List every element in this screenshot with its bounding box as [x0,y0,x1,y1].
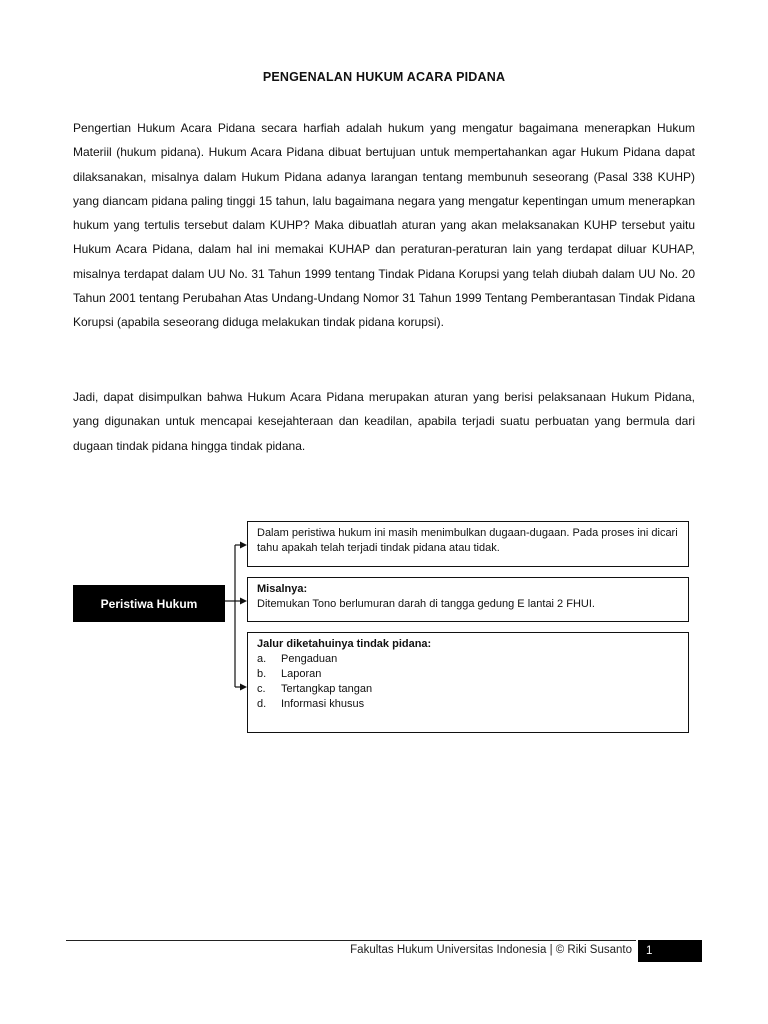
list-item-text: Laporan [281,668,322,680]
box-dugaan-text: Dalam peristiwa hukum ini masih menimbulkan dugaan-dugaan. Pada proses ini dicari tahu apakah telah terjadi tindak pidana atau tidak. [257,527,678,554]
list-item-text: Tertangkap tangan [281,683,373,695]
document-title: PENGENALAN HUKUM ACARA PIDANA [262,70,506,84]
box-jalur-heading: Jalur diketahuinya tindak pidana: [257,638,432,650]
list-marker: c. [257,683,266,695]
list-item [257,697,679,712]
peristiwa-hukum-label: Peristiwa Hukum [100,596,198,611]
list-marker: d. [257,698,267,710]
box-misalnya-heading: Misalnya: [257,583,308,595]
list-item [257,652,679,667]
arrowhead-2 [240,598,247,605]
box-dugaan [247,521,689,567]
list-item [257,682,679,697]
list-marker: b. [257,668,267,680]
footer-text: Fakultas Hukum Universitas Indonesia | © Riki Susanto [350,944,632,956]
list-item-text: Pengaduan [281,653,338,665]
list-item [257,667,679,682]
box-jalur [247,632,689,733]
footer-divider [66,940,636,941]
arrowhead-1 [240,542,247,549]
box-misalnya-text: Ditemukan Tono berlumuran darah di tangga gedung E lantai 2 FHUI. [257,598,595,610]
list-item-text: Informasi khusus [281,698,365,710]
jalur-list [257,652,679,712]
paragraph-conclusion: Jadi, dapat disimpulkan bahwa Hukum Acara Pidana merupakan aturan yang berisi pelaksanaan Hukum Pidana, yang digunakan untuk mencapai kesejahteraan dan keadilan, apabila terjadi suatu perbuatan yang bermula dari dugaan tindak pidana hingga tindak pidana. [73,390,695,453]
page-number: 1 [638,940,702,962]
arrowhead-3 [240,684,247,691]
paragraph-definition: Pengertian Hukum Acara Pidana secara harfiah adalah hukum yang mengatur bagaimana menerapkan Hukum Materiil (hukum pidana). Hukum Acara Pidana dibuat bertujuan untuk mempertahankan agar Hukum Pidana dapat dilaksanakan, misalnya dalam Hukum Pidana adanya larangan tentang membunuh seseorang (Pasal 338 KUHP) yang diancam pidana paling tinggi 15 tahun, lalu bagaimana negara yang mengatur kepentingan umum menerapkan hukum yang tertulis tersebut dalam KUHP? Maka dibuatlah aturan yang akan melaksanakan KUHP tersebut yaitu Hukum Acara Pidana, dalam hal ini memakai KUHAP dan peraturan-peraturan lain yang terdapat diluar KUHAP, misalnya terdapat dalam UU No. 31 Tahun 1999 tentang Tindak Pidana Korupsi yang telah diubah dalam UU No. 20 Tahun 2001 tentang Perubahan Atas Undang-Undang Nomor 31 Tahun 1999 Tentang Pemberantasan Tindak Pidana Korupsi (apabila seseorang diduga melakukan tindak pidana korupsi). [73,121,695,330]
peristiwa-hukum-box [73,585,225,622]
box-misalnya [247,577,689,622]
list-marker: a. [257,653,267,665]
